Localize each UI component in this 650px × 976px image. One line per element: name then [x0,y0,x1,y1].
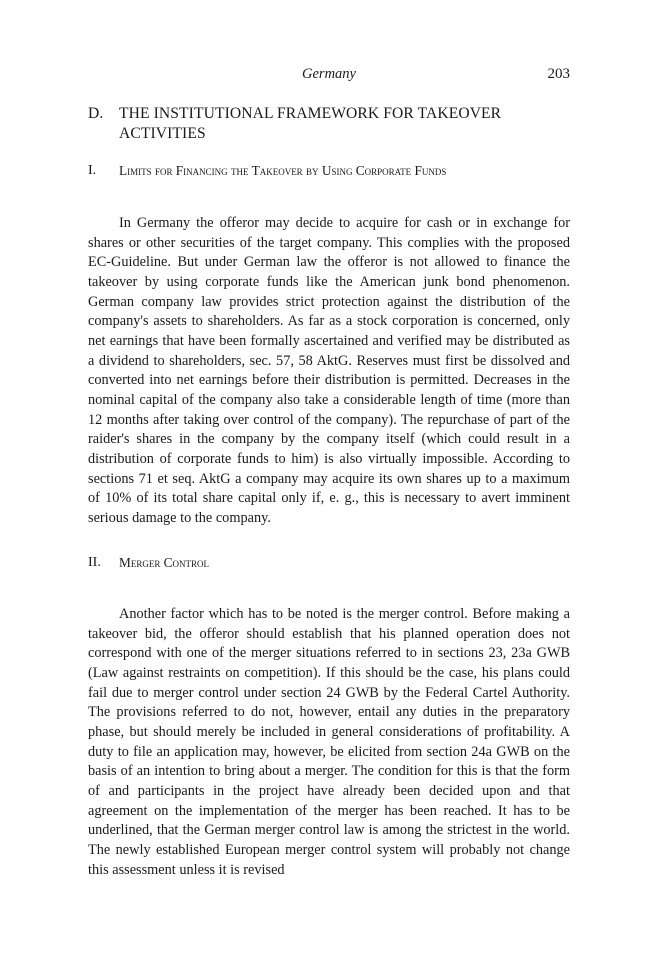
section-label: D. [88,105,104,122]
subsection-title: Merger Control [119,555,210,570]
running-header [88,66,570,86]
section-title: THE INSTITUTIONAL FRAMEWORK FOR TAKEOVER ACTIVITIES [119,105,502,142]
paragraph-financing: In Germany the offeror may decide to acquire for cash or in exchange for shares or other securities of the target company. This complies with the proposed EC-Guideline. But under German law the offeror is not allowed to finance the takeover by using corporate funds like the American junk bond phenomenon. German company law provides strict protection against the distribution of the company's assets to shareholders. As far as a stock corporation is concerned, only net earnings that have been formally ascertained and verified may be distributed as a dividend to shareholders, sec. 57, 58 AktG. Reserves must first be dissolved and converted into net earnings before their distribution is permitted. Decreases in the nominal capital of the company also take a considerable length of time (more than 12 months after taking over control of the company). The repurchase of part of the raider's shares in the company by the company itself (which could result in a distribution of corporate funds to him) is also virtually impossible. According to sections 71 et seq. AktG a company may acquire its own shares up to a maximum of 10% of its total share capital only if, e. g., this is necessary to avert imminent serious damage to the company. [88,215,570,526]
paragraph-merger-control: Another factor which has to be noted is the merger control. Before making a takeover bid, the offeror should establish that his planned operation does not correspond with one of the merger situations referred to in sections 23, 23a GWB (Law against restraints on competition). If this should be the case, his plans could fail due to merger control under section 24 GWB by the Federal Cartel Authority. The provisions referred to do not, however, entail any duties in the preparatory phase, but should merely be included in general considerations of profitability. A duty to file an application may, however, be elicited from section 24a GWB on the basis of an intention to bring about a merger. The condition for this is that the form of and participants in the project have already been decided upon and that agreement on the implementation of the merger has been reached. It has to be underlined, that the German merger control law is among the strictest in the world. The newly established European merger control system will probably not change this assessment unless it is revised [88,606,570,878]
subsection-label: II. [88,555,101,570]
running-title: Germany [302,66,356,82]
subsection-label: I. [88,163,97,178]
page-number: 203 [547,66,570,82]
subsection-title: Limits for Financing the Takeover by Using Corporate Funds [119,163,447,178]
